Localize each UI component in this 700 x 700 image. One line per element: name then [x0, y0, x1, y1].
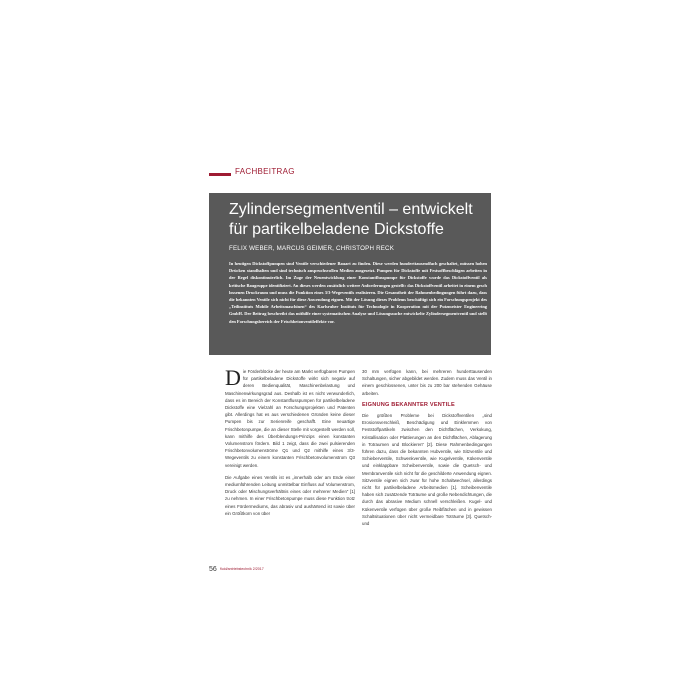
paragraph: 30 mm verfügen kann, bei mehreren hunderttausenden Schaltungen, sicher abgebildet werden. Zudem muss das Ventil in einem geschlossenen, unter bis zu 200 bar stehenden Gehäuse arbeiten.: [362, 369, 492, 396]
drop-cap: D: [225, 365, 241, 390]
article-title: Zylindersegmentventil – entwickelt für partikelbeladene Dickstoffe: [229, 201, 473, 238]
body-column-left: [225, 365, 355, 522]
section-heading: EIGNUNG BEKANNTER VENTILE: [362, 401, 455, 408]
article-header: [209, 193, 491, 355]
body-column-right: [362, 368, 492, 532]
paragraph-text: ie Förderblöcke der heute am Markt verfügbaren Pumpen für partikelbeladene Dickstoffe wirkt sich negativ auf deren Bedienqualität, Maschinenbelastung und Maschinenwirkungsgrad aus. Deshalb ist es nicht verwunderlich, dass es im Bereich der Konstantflusspumpen für partikelbeladene Dickstoffe eine Vielzahl an Forschungsprojekten und Patenten gibt. Allerdings hat es aus verschiedenen Gründen keine dieser Pumpen bis zur Serienreife geschafft. Eine neuartige Frischbetonpumpe, die an dieser Stelle mit vorgestellt werden soll, kann mithilfe des Überblendungs-Prinzips einen konstanten Volumenstrom fördern. Bild 1 zeigt, dass die zwei pulsierenden Frischbetonvolumenströme Q1 und Q2 mithilfe eines 3/3-Wegeventils zu einem konstanten Frischbetonvolumenstrom Q3 vereinigt werden.: [225, 369, 355, 468]
article-authors: FELIX WEBER, MARCUS GEIMER, CHRISTOPH RECK: [229, 245, 395, 252]
page-number: 56: [209, 566, 217, 573]
journal-name: fluid/antriebstechnik 2/2017: [220, 567, 264, 571]
paragraph: [225, 365, 355, 469]
section-label: FACHBEITRAG: [235, 167, 295, 176]
section-accent-bar: [209, 173, 231, 176]
paragraph: Die größten Probleme bei Dickstoffventilen „sind Erosionsverschleiß, Beschädigung und Einklemmen von Feststoffpartikeln zwischen den Dichtflächen, Verkokung, Kristallisation oder Plattierungen an den Dichtflächen, Ablagerung in Totraumen und Blockieren“ [2]. Diese Rahmenbedingungen führen dazu, dass die bekannten Hubventile, wie Sitzventile und Schieberventile, Schwenkventile, wie Kugelventile, Kükenventile und einklappbare Scheibenventile, sowie die Quetsch- und Membranventile sich nicht für die geschilderte Anwendung eignen. Sitzventile eignen sich zwar für hohe Schaltwechsel, allerdings nicht für partikelbeladene Arbeitsmedien [1]. Scheibenventile haben sich zusätzende Toträume und große Nebendichtungen, die durch das abrasive Medium schnell verschleißen. Kugel- und Kükenventile verfügen über große Reibflächen und in gewissen Schaltsituationen über nicht vermeidbare Toträume [3]. Quetsch- und: [362, 413, 492, 527]
paragraph: Die Aufgabe eines Ventils ist es „innerhalb oder am Ende einer mediumführenden Leitung unmittelbar Einfluss auf Volumenstrom, Druck oder Mischungsverhältnis eines oder mehrerer Medien“ [1] zu nehmen. In einer Frischbetonpumpe muss diese Funktion trotz eines Fördermediums, das abrasiv und aushärtend ist sowie über ein Größtkorn von über: [225, 474, 355, 516]
article-abstract: In heutigen Dickstoffpumpen sind Ventile verschiedener Bauart zu finden. Diese werden hunderttausendfach geschaltet, müssen hohen Drücken standhalten und sind technisch anspruchsvollen Medien ausgesetzt. Pumpen für Dickstoffe mit Festsoffbeschlägen arbeiten in der Regel diskontinuierlich. Im Zuge der Neuentwicklung einer Konstantflusspumpe für Dickstoffe wurde das Dickstoffventil als kritische Baugruppe identifiziert. An dieses werden zusätzlich weitere Anforderungen gestellt: das Dickstoffventil arbeitet in einem gesch lossenen Druckraum und muss die Funktion eines 3/3-Wegeventils realisieren. Die Gesamtheit der Rahmenbedingungen führt dazu, dass die bekannten Ventile sich nicht für diese Anwendung eignen. Mit der Lösung dieses Problems beschäftigt sich ein Forschungsprojekt des „Teilinstituts Mobile Arbeitsmaschinen“ des Karlsruher Instituts für Technologie in Kooperation mit der Putzmeister Engineering GmbH. Der Beitrag beschreibt das mithilfe einer systematischen Analyse und Lösungssuche entwickelte Zylindersegmentventil und stellt den Forschungsbereich der Frischbetonventileffekte vor.: [229, 261, 487, 324]
